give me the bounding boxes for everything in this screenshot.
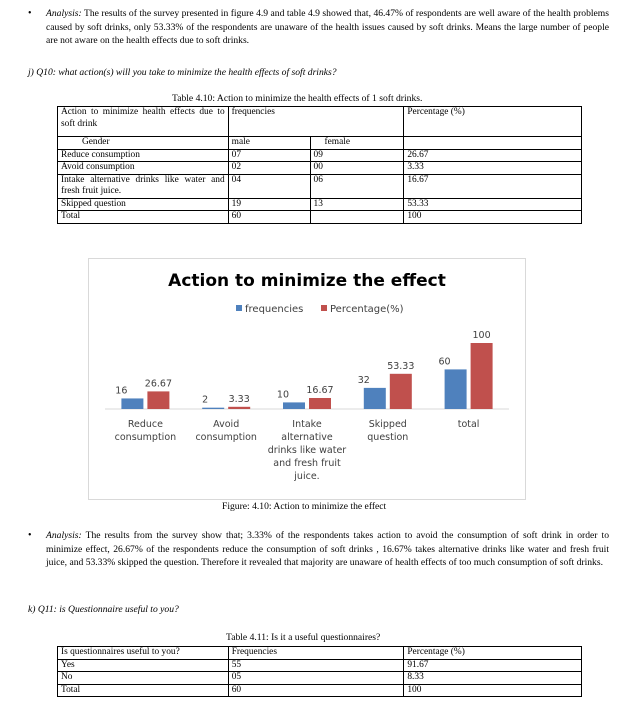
table-cell: 100 [404,211,582,224]
table-cell: Avoid consumption [58,162,229,175]
table-4-10 [57,106,582,224]
table-cell: 53.33 [404,198,582,211]
analysis-text: The results of the survey presented in figure 4.9 and table 4.9 showed that, 46.47% of respondents are well aware of the health problems caused by soft drinks, only 53.33% of the respondents are unaware of the health issues caused by soft drinks. Means the large number of people are not aware on the health effects due to soft drinks. [46,8,609,46]
table-cell: 19 [228,198,310,211]
question-q11: k) Q11: is Questionnaire useful to you? [28,604,179,615]
table-cell: Total [58,684,229,697]
table-4-11-caption: Table 4.11: Is it a useful questionnaires? [226,632,381,643]
subheader-cell: female [310,137,404,150]
bullet-2: • [28,530,32,541]
table-cell: No [58,672,229,685]
bar-percentage-1 [228,407,250,409]
data-label: 32 [357,374,370,386]
category-label: consumption [114,432,177,443]
legend-label-percentage: Percentage(%) [330,304,404,315]
table-cell [310,211,404,224]
table-cell: 02 [228,162,310,175]
table-cell: 13 [310,198,404,211]
category-label: Avoid [213,419,240,430]
table-4-11 [57,646,582,697]
data-label: 53.33 [387,360,415,372]
category-label: alternative [281,432,333,443]
question-q10: j) Q10: what action(s) will you take to minimize the health effects of soft drinks? [28,67,337,78]
legend-swatch-frequencies [236,305,242,311]
category-label: question [367,432,409,443]
category-label: juice. [294,471,320,482]
header-cell: Frequencies [228,647,404,660]
analysis-label: Analysis: [46,8,82,19]
table-row [58,198,582,211]
data-label: 16.67 [306,384,334,396]
analysis-text: The results from the survey show that; 3.33% of the respondents takes action to avoid the consumption of soft drink in order to minimize effect, 26.67% of the respondents reduce the consumption of soft drinks , 16.67% takes alternative drinks like water and fresh fruit juice, and 53.33% skipped the question. Therefore it revealed that majority are unaware of health effects of too much consumption of soft drinks. [46,530,609,568]
table-cell: 04 [228,174,310,198]
figure-caption: Figure: 4.10: Action to minimize the effect [222,501,387,512]
table-row [58,174,582,198]
data-label: 16 [115,385,128,397]
category-label: consumption [195,432,257,443]
data-label: 60 [438,356,451,368]
table-cell: 100 [404,684,582,697]
table-cell: Skipped question [58,198,229,211]
table-cell: 05 [228,672,404,685]
subheader-cell: male [228,137,310,150]
table-row [58,659,582,672]
table-cell: 07 [228,149,310,162]
header-cell: Is questionnaires useful to you? [58,647,229,660]
table-cell: 16.67 [404,174,582,198]
legend [236,304,404,315]
table-cell: 00 [310,162,404,175]
bar-frequencies-1 [202,408,224,409]
bar-frequencies-3 [364,388,386,409]
table-cell: 8.33 [404,672,582,685]
bar-frequencies-2 [283,402,305,409]
table-row [58,672,582,685]
category-label: total [457,419,480,430]
category-label: drinks like water [267,445,347,456]
legend-swatch-percentage [321,305,327,311]
table-cell: 26.67 [404,149,582,162]
table-cell: 3.33 [404,162,582,175]
data-label: 3.33 [228,393,250,405]
data-label: 10 [276,389,289,401]
analysis-paragraph-1 [46,7,609,48]
data-label: 2 [202,394,209,406]
legend-label-frequencies: frequencies [245,304,304,315]
bar-percentage-4 [471,343,493,409]
header-cell: Action to minimize health effects due to soft drink [58,107,229,137]
table-row [58,684,582,697]
table-cell: Intake alternative drinks like water and fresh fruit juice. [58,174,229,198]
category-label: Reduce [127,419,163,430]
header-cell: Percentage (%) [404,107,582,137]
table-cell: 60 [228,211,310,224]
category-label: and fresh fruit [273,458,341,469]
bar-percentage-0 [147,391,169,409]
table-row [58,149,582,162]
bar-percentage-3 [390,374,412,409]
bar-percentage-2 [309,398,331,409]
category-labels [115,419,480,482]
table-cell: Reduce consumption [58,149,229,162]
category-label: Intake [292,419,322,430]
table-header-row [58,647,582,660]
table-cell: Yes [58,659,229,672]
category-label: Skipped [368,419,407,430]
bullet-1: • [28,8,32,19]
table-cell: 60 [228,684,404,697]
data-label: 100 [472,330,491,341]
table-row [58,211,582,224]
bar-frequencies-4 [445,369,467,409]
table-cell: 09 [310,149,404,162]
table-row [58,162,582,175]
table-cell: 55 [228,659,404,672]
subheader-cell: Gender [58,137,229,150]
chart-container [88,258,526,500]
table-header-row [58,107,582,137]
analysis-paragraph-2 [46,529,609,570]
data-label: 26.67 [144,378,173,390]
bar-chart [89,259,525,499]
bars-group [115,330,492,409]
table-cell: 91.67 [404,659,582,672]
table-cell: 06 [310,174,404,198]
bar-frequencies-0 [121,398,143,409]
table-subheader-row [58,137,582,150]
table-4-10-caption: Table 4.10: Action to minimize the health effects of 1 soft drinks. [172,93,423,104]
header-cell: frequencies [228,107,404,137]
chart-title: Action to minimize the effect [168,271,446,291]
subheader-cell [404,137,582,150]
header-cell: Percentage (%) [404,647,582,660]
table-cell: Total [58,211,229,224]
analysis-label: Analysis: [46,530,82,541]
